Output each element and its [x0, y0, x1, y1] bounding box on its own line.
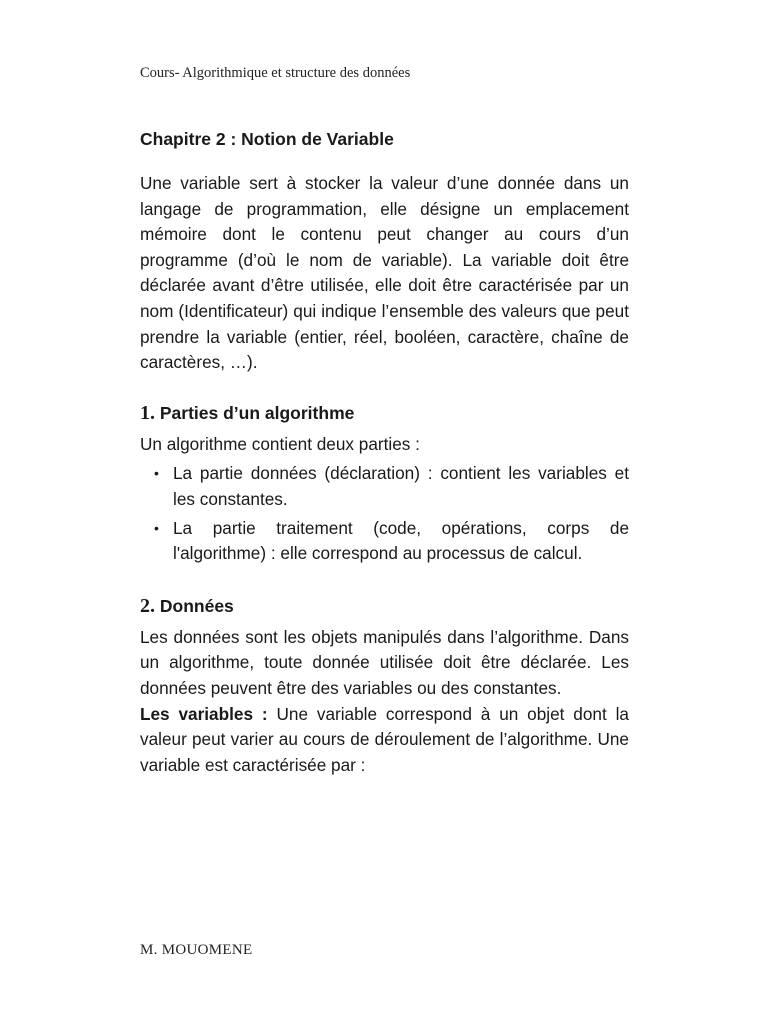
- running-header: Cours- Algorithmique et structure des données: [140, 65, 411, 81]
- bullet-icon: •: [154, 465, 159, 482]
- section-1-title: Parties d’un algorithme: [159, 402, 355, 423]
- variables-definition: Une variable correspond à un objet dont la valeur peut varier au cours de déroulement de l’algorithme. Une variable est caractérisée par :: [140, 703, 629, 775]
- section-1-heading: [140, 400, 629, 426]
- running-footer-author: M. MOUOMENE: [140, 942, 253, 958]
- section-1-bullet-list: [140, 461, 629, 566]
- list-item: [140, 516, 629, 567]
- list-item-text: La partie traitement (code, opérations, corps de l'algorithme) : elle correspond au processus de calcul.: [173, 517, 629, 564]
- variables-term: Les variables :: [140, 703, 268, 724]
- list-item: [140, 461, 629, 512]
- section-2-heading: [140, 593, 629, 619]
- chapter-intro-paragraph: Une variable sert à stocker la valeur d’une donnée dans un langage de programmation, elle désigne un emplacement mémoire dont le contenu peut changer au cours d’un programme (d’où le nom de variable). La variable doit être déclarée avant d’être utilisée, elle doit être caractérisée par un nom (Identificateur) qui indique l’ensemble des valeurs que peut prendre la variable (entier, réel, booléen, caractère, chaîne de caractères, …).: [140, 173, 629, 373]
- bullet-icon: •: [154, 519, 159, 536]
- list-item-text: La partie données (déclaration) : contient les variables et les constantes.: [173, 463, 629, 509]
- section-1-number: 1.: [140, 401, 155, 424]
- section-1-lead: Un algorithme contient deux parties :: [140, 433, 420, 454]
- section-2-title: Données: [159, 595, 234, 616]
- variables-paragraph: [140, 702, 629, 779]
- section-2-number: 2.: [140, 594, 155, 617]
- section-2-paragraph: Les données sont les objets manipulés dans l’algorithme. Dans un algorithme, toute donnée utilisée doit être déclarée. Les données peuvent être des variables ou des constantes.: [140, 626, 629, 698]
- chapter-title: Chapitre 2 : Notion de Variable: [140, 129, 394, 149]
- page-content: [140, 126, 629, 778]
